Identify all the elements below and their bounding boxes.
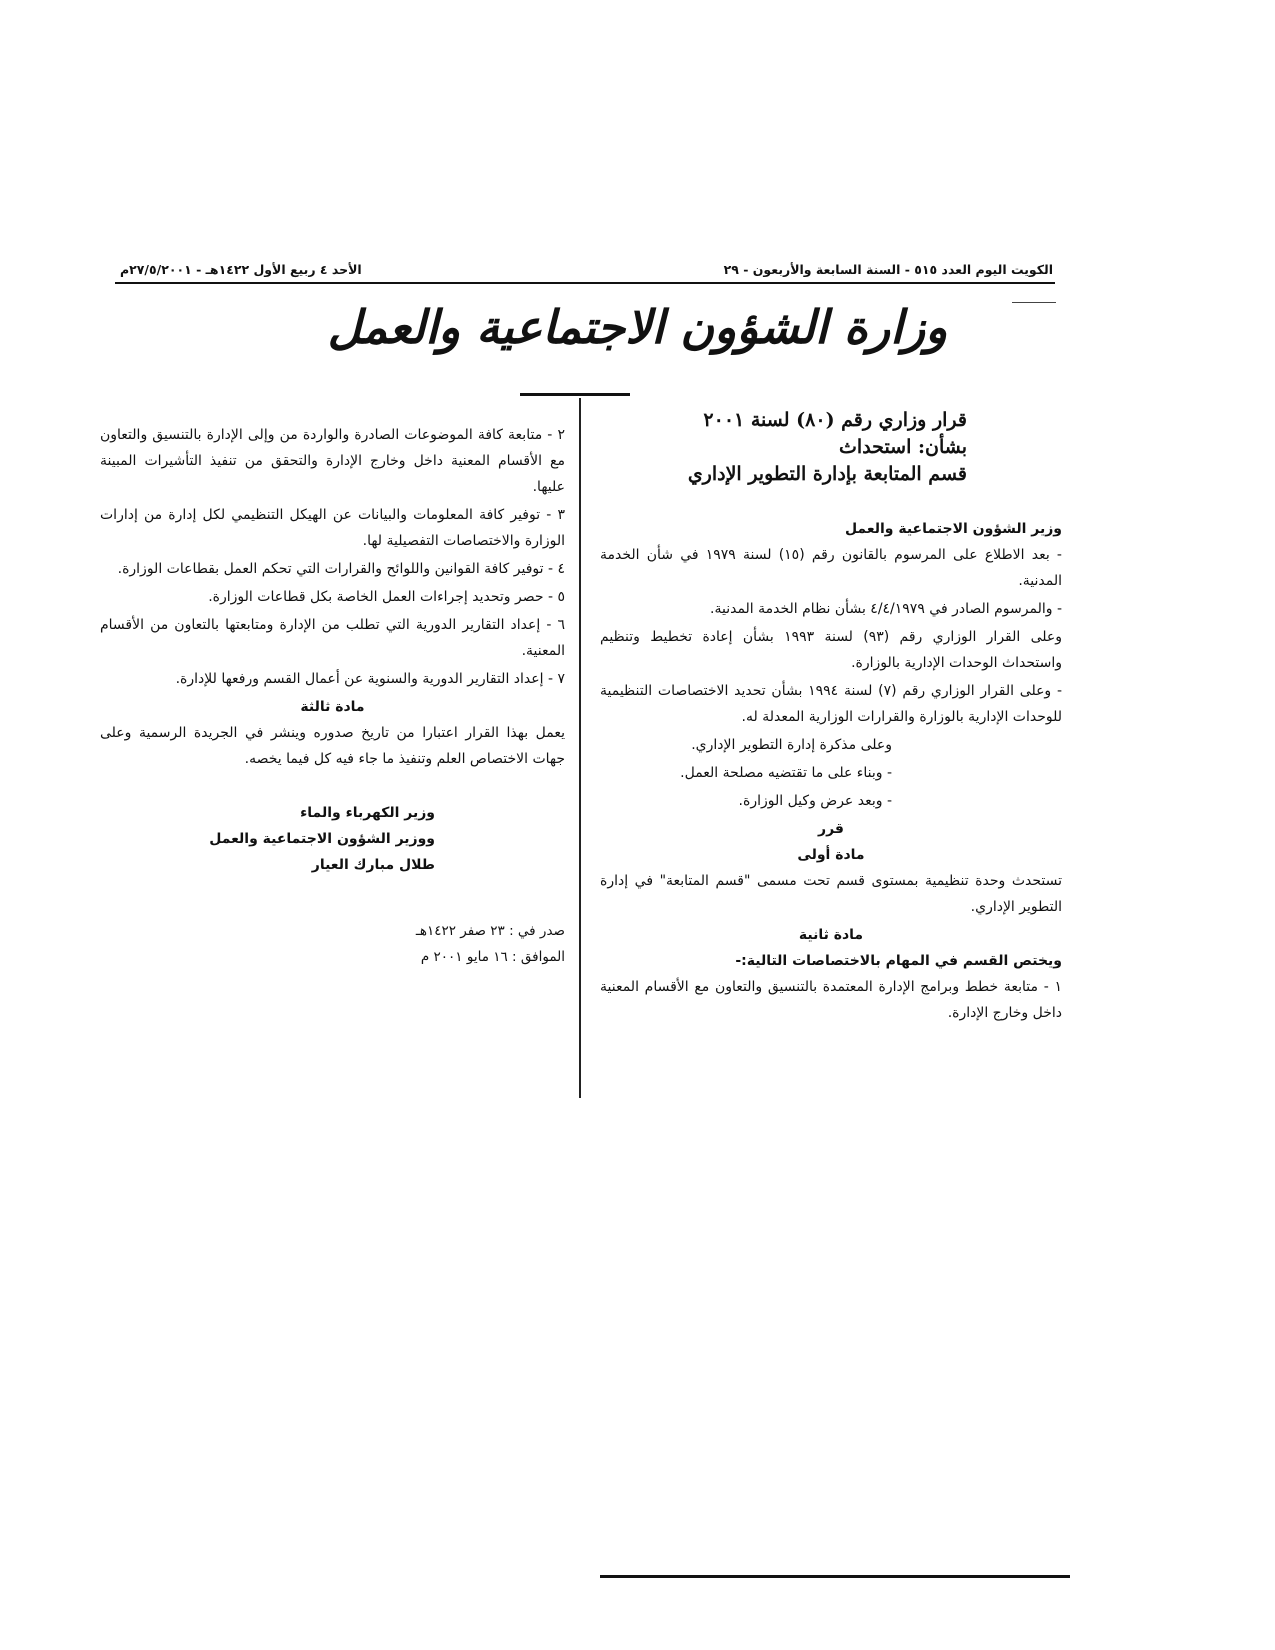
article-two-item: ٥ - حصر وتحديد إجراءات العمل الخاصة بكل قطاعات الوزارة. bbox=[208, 589, 565, 605]
minister-heading: وزير الشؤون الاجتماعية والعمل bbox=[844, 521, 1062, 537]
ministry-title: وزارة الشؤون الاجتماعية والعمل bbox=[327, 300, 948, 354]
article-two-item: ٤ - توفير كافة القوانين واللوائح والقرارات التي تحكم العمل بقطاعات الوزارة. bbox=[117, 561, 565, 577]
article-two-intro: ويختص القسم في المهام بالاختصاصات التالية:- bbox=[735, 953, 1062, 969]
preamble-item: - وبناء على ما تقتضيه مصلحة العمل. bbox=[680, 765, 892, 781]
preamble-item: - وعلى القرار الوزاري رقم (٧) لسنة ١٩٩٤ بشأن تحديد الاختصاصات التنظيمية للوحدات الإدارية بالوزارة والقرارات الوزارية المعدلة له. bbox=[600, 683, 1062, 725]
signature-line: وزير الكهرباء والماء bbox=[300, 805, 435, 821]
header-rule bbox=[115, 282, 1055, 284]
corresponding-date: الموافق : ١٦ مايو ٢٠٠١ م bbox=[420, 949, 565, 965]
decree-title: قرار وزاري رقم (٨٠) لسنة ٢٠٠١ bbox=[703, 409, 967, 431]
article-two-item: ٦ - إعداد التقارير الدورية التي تطلب من الإدارة ومتابعتها بالتعاون من الأقسام المعنية. bbox=[100, 617, 565, 659]
preamble-item: - بعد الاطلاع على المرسوم بالقانون رقم (١٥) لسنة ١٩٧٩ في شأن الخدمة المدنية. bbox=[600, 547, 1062, 589]
title-rule bbox=[520, 393, 630, 396]
article-one-heading: مادة أولى bbox=[797, 847, 865, 863]
issue-date-block bbox=[100, 918, 565, 970]
article-two-heading: مادة ثانية bbox=[798, 927, 864, 943]
signature-line: ووزير الشؤون الاجتماعية والعمل bbox=[209, 831, 435, 847]
preamble-item: - وبعد عرض وكيل الوزارة. bbox=[738, 793, 892, 809]
right-column bbox=[600, 407, 1062, 1028]
article-two-item: ٧ - إعداد التقارير الدورية والسنوية عن أعمال القسم ورفعها للإدارة. bbox=[175, 671, 565, 687]
preamble-item: وعلى القرار الوزاري رقم (٩٣) لسنة ١٩٩٣ بشأن إعادة تخطيط وتنظيم واستحداث الوحدات الإدارية بالوزارة. bbox=[600, 629, 1062, 671]
decided-heading: قرر bbox=[818, 821, 844, 837]
article-two-item: ١ - متابعة خطط وبرامج الإدارة المعتمدة بالتنسيق والتعاون مع الأقسام المعنية داخل وخارج الإدارة. bbox=[600, 979, 1062, 1021]
article-three-heading: مادة ثالثة bbox=[300, 699, 365, 715]
article-one-text: تستحدث وحدة تنظيمية بمستوى قسم تحت مسمى "قسم المتابعة" في إدارة التطوير الإداري. bbox=[600, 873, 1062, 915]
signature-block bbox=[100, 800, 565, 878]
left-column bbox=[100, 422, 565, 970]
preamble-item: - والمرسوم الصادر في ٤/٤/١٩٧٩ بشأن نظام الخدمة المدنية. bbox=[710, 601, 1062, 617]
article-three-text: يعمل بهذا القرار اعتبارا من تاريخ صدوره وينشر في الجريدة الرسمية وعلى جهات الاختصاص العلم وتنفيذ ما جاء فيه كل فيما يخصه. bbox=[100, 725, 565, 767]
decree-subject: بشأن: استحداث bbox=[839, 436, 967, 458]
decree-section: قسم المتابعة بإدارة التطوير الإداري bbox=[687, 463, 967, 485]
header-issue-info: الكويت اليوم العدد ٥١٥ - السنة السابعة والأربعون - ٢٩ bbox=[723, 262, 1053, 277]
issued-date: صدر في : ٢٣ صفر ١٤٢٢هـ bbox=[415, 923, 565, 939]
bottom-rule bbox=[600, 1575, 1070, 1578]
article-two-item: ٢ - متابعة كافة الموضوعات الصادرة والواردة من وإلى الإدارة بالتنسيق والتعاون مع الأقسام المعنية داخل وخارج الإدارة والتحقق من تنفيذ التأشيرات المبينة عليها. bbox=[100, 427, 565, 495]
preamble-item: وعلى مذكرة إدارة التطوير الإداري. bbox=[691, 737, 892, 753]
header-date: الأحد ٤ ربيع الأول ١٤٢٢هـ - ٢٧/٥/٢٠٠١م bbox=[120, 262, 362, 277]
article-two-item: ٣ - توفير كافة المعلومات والبيانات عن الهيكل التنظيمي لكل إدارة من إدارات الوزارة والاختصاصات التفصيلية لها. bbox=[100, 507, 565, 549]
column-divider bbox=[579, 398, 581, 1098]
signature-name: طلال مبارك العيار bbox=[311, 857, 435, 873]
